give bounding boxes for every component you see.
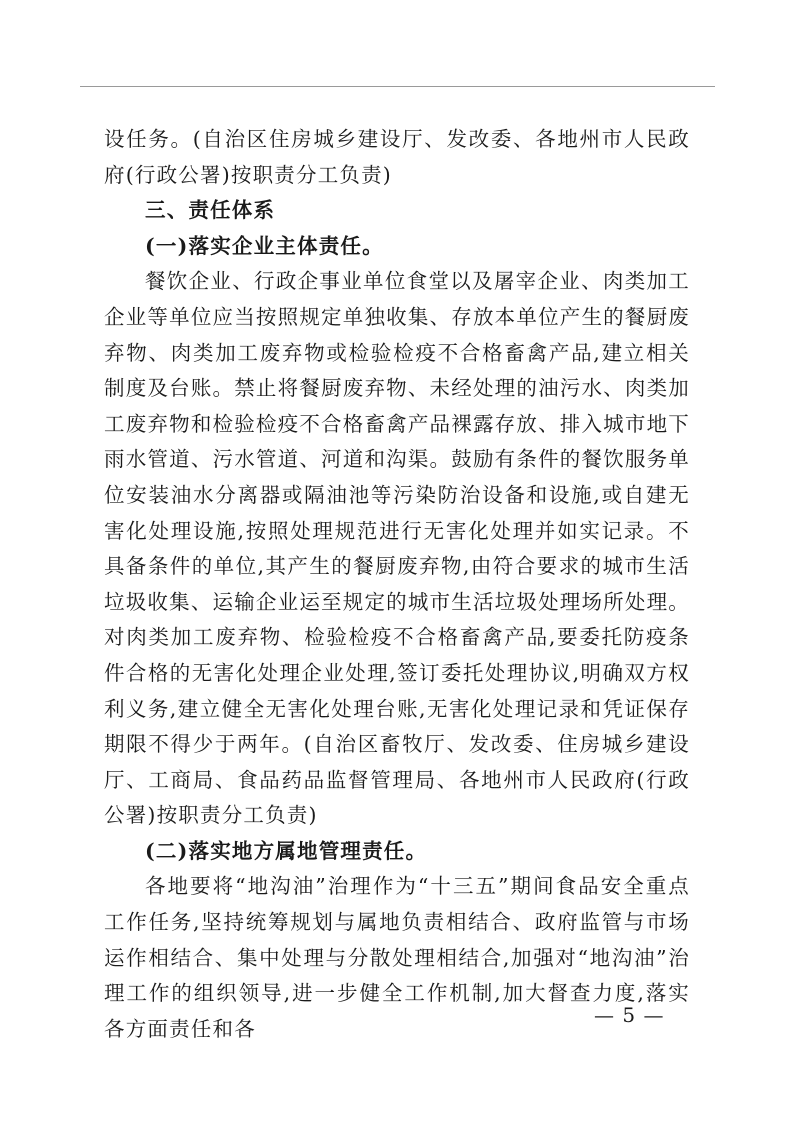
section-heading: 三、责任体系	[145, 198, 276, 223]
subsection-heading-1: (一)落实企业主体责任。	[145, 233, 384, 258]
document-body	[104, 122, 690, 1047]
paragraph-continued: 设任务。(自治区住房城乡建设厅、发改委、各地州市人民政府(行政公署)按职责分工负责)	[104, 127, 690, 187]
paragraph-local-responsibility: 各地要将“地沟油”治理作为“十三五”期间食品安全重点工作任务,坚持统筹规划与属地负责相结合、政府监管与市场运作相结合、集中处理与分散处理相结合,加强对“地沟油”治理工作的组织领导,进一步健全工作机制,加大督查力度,落实各方面责任和各	[104, 874, 690, 1041]
header-rule	[80, 86, 715, 87]
subsection-heading-2: (二)落实地方属地管理责任。	[145, 838, 428, 863]
page-number: — 5 —	[594, 1003, 665, 1027]
paragraph-enterprise-responsibility: 餐饮企业、行政企事业单位食堂以及屠宰企业、肉类加工企业等单位应当按照规定单独收集、存放本单位产生的餐厨废弃物、肉类加工废弃物或检验检疫不合格畜禽产品,建立相关制度及台账。禁止将餐厨废弃物、未经处理的油污水、肉类加工废弃物和检验检疫不合格畜禽产品裸露存放、排入城市地下雨水管道、污水管道、河道和沟渠。鼓励有条件的餐饮服务单位安装油水分离器或隔油池等污染防治设备和设施,或自建无害化处理设施,按照处理规范进行无害化处理并如实记录。不具备条件的单位,其产生的餐厨废弃物,由符合要求的城市生活垃圾收集、运输企业运至规定的城市生活垃圾处理场所处理。对肉类加工废弃物、检验检疫不合格畜禽产品,要委托防疫条件合格的无害化处理企业处理,签订委托处理协议,明确双方权利义务,建立健全无害化处理台账,无害化处理记录和凭证保存期限不得少于两年。(自治区畜牧厅、发改委、住房城乡建设厅、工商局、食品药品监督管理局、各地州市人民政府(行政公署)按职责分工负责)	[104, 269, 690, 828]
